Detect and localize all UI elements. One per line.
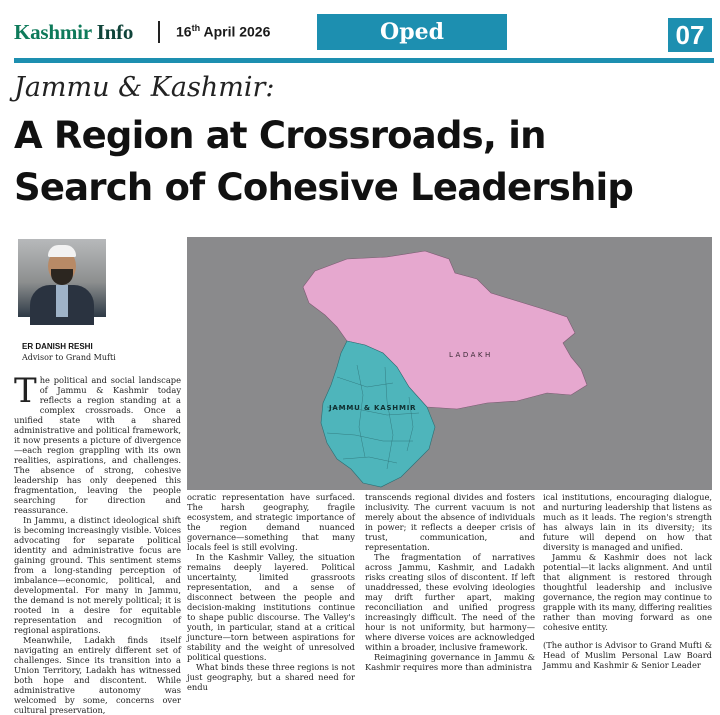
drop-cap: T: [14, 371, 37, 411]
map-label-jammu-kashmir: JAMMU & KASHMIR: [329, 404, 417, 412]
paragraph: In Jammu, a distinct ideological shift is becoming increasingly visible. Voices advocating for separate political identity and administrative focus are gaining ground. This sentiment stems from a long-standing perception of imbalance—economic, political, and developmental. For many in Jammu, the demand is not merely political; it is rooted in a desire for equitable representation and recognition of regional aspirations.: [14, 515, 181, 635]
paragraph: he political and social landscape of Jammu & Kashmir today reflects a region standing at a complex crossroads. Once a unified state with a shared administrative and political framework, it now presents a picture of divergence—each region grappling with its own realities, aspirations, and challenges. The absence of strong, cohesive leadership has only deepened this fragmentation, leaving the people searching for direction and reassurance.: [14, 375, 181, 515]
paragraph: Meanwhile, Ladakh finds itself navigating an entirely different set of challenges. Since its transition into a Union Territory, Ladakh has witnessed both hope and discontent. While administrative autonomy was welcomed by some, concerns over cultural preservation,: [14, 635, 181, 715]
paragraph: ocratic representation have surfaced. The harsh geography, fragile ecosystem, and strategic importance of the region demand nuanced governance—something that many locals feel is still evolving.: [187, 492, 355, 552]
author-photo: [18, 239, 106, 317]
brand-name: Kashmir: [14, 20, 92, 44]
masthead: [0, 0, 720, 58]
article-headline: [14, 110, 714, 214]
brand-suffix: Info: [96, 20, 134, 44]
map-label-ladakh: LADAKH: [449, 351, 493, 359]
author-name: ER DANISH RESHI: [22, 342, 93, 351]
section-label: Oped: [317, 14, 507, 50]
headline-line-1: A Region at Crossroads, in: [14, 114, 546, 157]
brand-logo: [14, 20, 133, 45]
article-column-2: [187, 492, 355, 692]
paragraph: What binds these three regions is not just geography, but a shared need for endu: [187, 662, 355, 692]
issue-date: [176, 23, 270, 40]
map-svg: [187, 237, 712, 490]
article-column-3: [365, 492, 535, 672]
paragraph: Jammu & Kashmir does not lack potential—it lacks alignment. And until that alignment is restored through thoughtful leadership and inclusive governance, the region may continue to grapple with its many, differing realities rather than moving forward as one cohesive entity.: [543, 552, 712, 632]
page-number: 07: [668, 18, 712, 52]
paragraph: Reimagining governance in Jammu & Kashmir requires more than administra: [365, 652, 535, 672]
article-kicker: Jammu & Kashmir:: [14, 72, 275, 103]
headline-line-2: Search of Cohesive Leadership: [14, 166, 634, 209]
date-day: 16: [176, 23, 192, 40]
date-suffix: th: [191, 23, 201, 33]
author-role: Advisor to Grand Mufti: [22, 353, 116, 362]
header-divider: [158, 21, 160, 43]
top-rule: [14, 58, 714, 63]
date-rest: April 2026: [203, 23, 271, 40]
article-column-4: [543, 492, 712, 670]
paragraph: The fragmentation of narratives across Jammu, Kashmir, and Ladakh risks creating silos of discontent. If left unaddressed, these evolving ideologies may drift further apart, making reconciliation and unified progress increasingly difficult. The need of the hour is not uniformity, but harmony—where diverse voices are acknowledged within a broader, inclusive framework.: [365, 552, 535, 652]
paragraph: In the Kashmir Valley, the situation remains deeply layered. Political uncertainty, limited grassroots representation, and a sense of disconnect between the people and decision-making institutions continue to shape public discourse. The Valley's youth, in particular, stand at a critical juncture—torn between aspirations for stability and the weight of unresolved political questions.: [187, 552, 355, 662]
paragraph: ical institutions, encouraging dialogue, and nurturing leadership that listens as much as it leads. The region's strength has always lain in its diversity; its future will depend on how that diversity is managed and unified.: [543, 492, 712, 552]
article-column-1: [14, 371, 181, 715]
region-map: [187, 237, 712, 490]
author-note: (The author is Advisor to Grand Mufti & Head of Muslim Personal Law Board Jammu and Kashmir & Senior Leader: [543, 640, 712, 670]
paragraph: transcends regional divides and fosters inclusivity. The current vacuum is not merely about the absence of individuals in power; it reflects a deeper crisis of trust, communication, and representation.: [365, 492, 535, 552]
